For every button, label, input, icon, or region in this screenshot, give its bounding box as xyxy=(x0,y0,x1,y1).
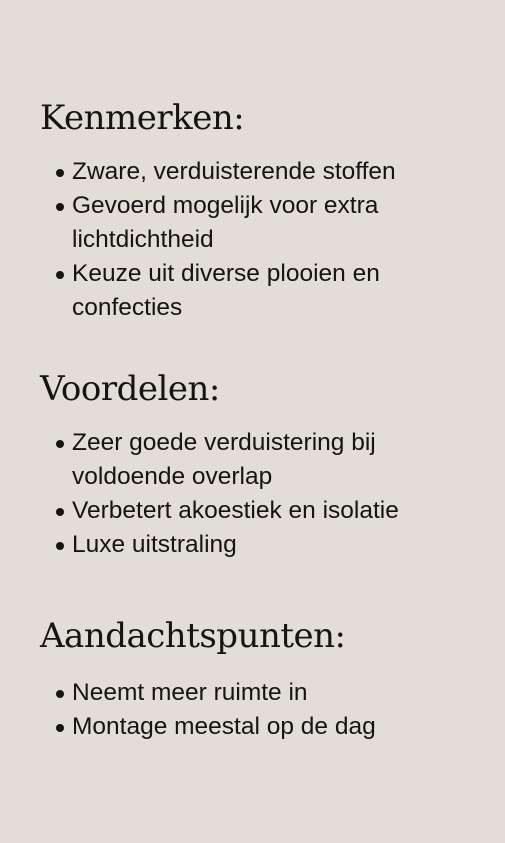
list-item-text: Zware, verduisterende stoffen xyxy=(72,158,396,185)
list-item xyxy=(40,257,412,325)
bullet-icon xyxy=(56,690,64,698)
list-item-text: Zeer goede verduistering bij voldoende overlap xyxy=(72,429,376,490)
list-item xyxy=(40,494,485,528)
section-title-kenmerken: Kenmerken: xyxy=(40,98,245,138)
list-item-text: Luxe uitstraling xyxy=(72,531,237,558)
section-aandachtspunten xyxy=(40,616,485,744)
bullet-icon xyxy=(56,508,64,516)
bullet-icon xyxy=(56,542,64,550)
list-item-text: Neemt meer ruimte in xyxy=(72,679,308,706)
list-item xyxy=(40,528,485,562)
list-item xyxy=(40,676,485,710)
section-voordelen xyxy=(40,369,485,562)
bullet-icon xyxy=(56,440,64,448)
voordelen-list xyxy=(40,426,485,562)
kenmerken-list xyxy=(40,155,485,325)
bullet-icon xyxy=(56,203,64,211)
section-title-aandachtspunten: Aandachtspunten: xyxy=(40,616,346,656)
section-kenmerken xyxy=(40,98,485,325)
aandachtspunten-list xyxy=(40,676,485,744)
list-item xyxy=(40,155,485,189)
bullet-icon xyxy=(56,271,64,279)
bullet-icon xyxy=(56,724,64,732)
list-item-text: Verbetert akoestiek en isolatie xyxy=(72,497,399,524)
list-item xyxy=(40,710,485,744)
list-item xyxy=(40,189,382,257)
list-item-text: Gevoerd mogelijk voor extra lichtdichtheid xyxy=(72,192,379,253)
list-item-text: Montage meestal op de dag xyxy=(72,713,376,740)
list-item-text: Keuze uit diverse plooien en confecties xyxy=(72,260,380,321)
list-item xyxy=(40,426,422,494)
bullet-icon xyxy=(56,169,64,177)
section-title-voordelen: Voordelen: xyxy=(40,369,220,409)
